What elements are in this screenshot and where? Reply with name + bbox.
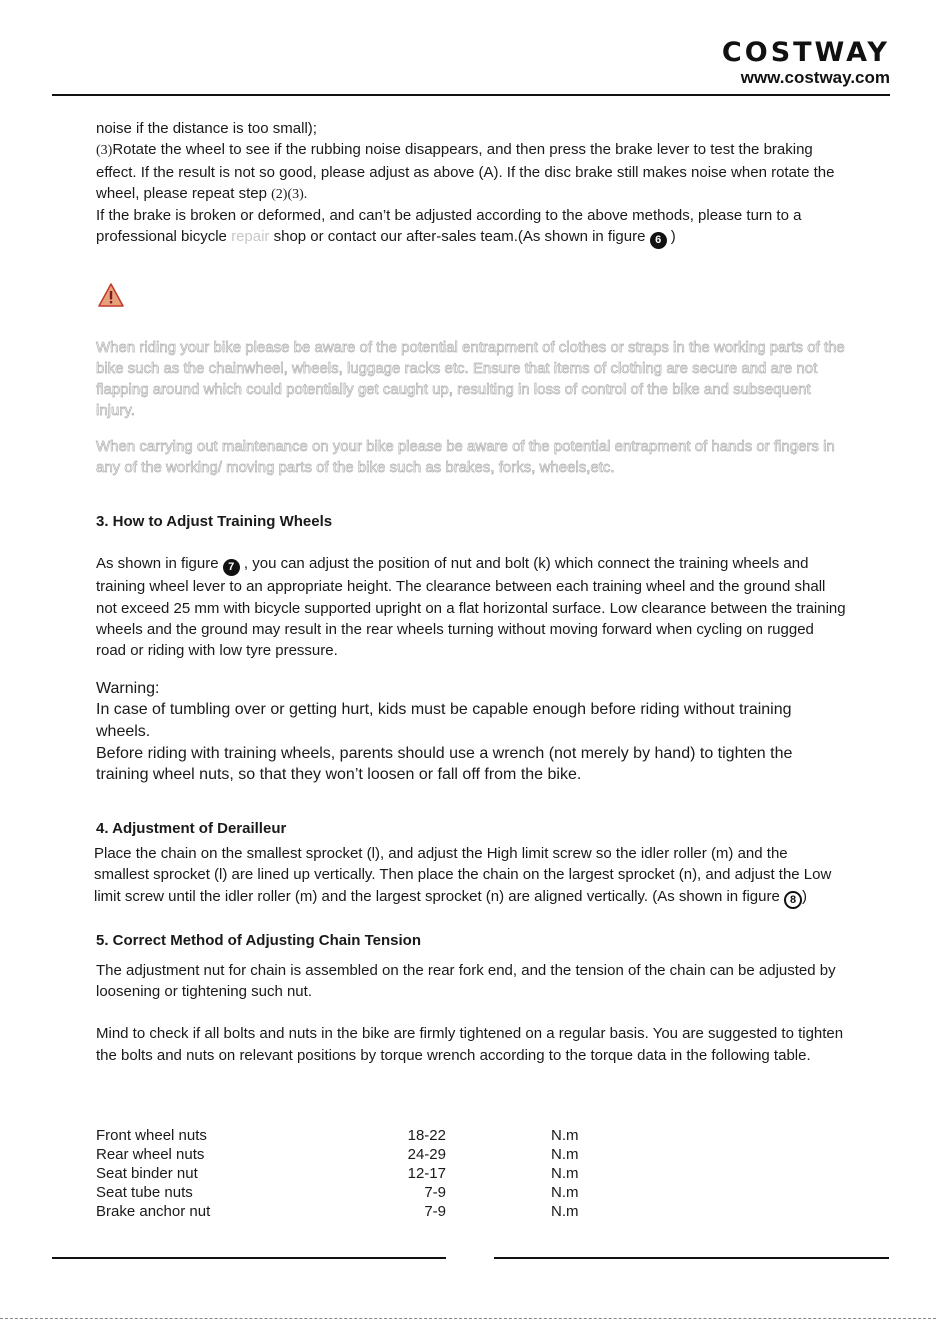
header-rule (52, 94, 890, 96)
broken-text: If the brake is broken or deformed, and can’t be adjusted according to the above methods, please turn to a professional bicycle (96, 207, 802, 246)
table-row (96, 1126, 636, 1145)
torque-item-value: 7-9 (424, 1203, 446, 1220)
figure-8-marker: 8 (784, 891, 802, 909)
torque-item-name: Seat tube nuts (96, 1184, 193, 1201)
torque-item-unit: N.m (551, 1127, 579, 1144)
section-4-text (94, 843, 846, 909)
torque-item-unit: N.m (551, 1184, 579, 1201)
figure-6-marker: 6 (650, 232, 667, 249)
warning-text-2: Before riding with training wheels, parents should use a wrench (not merely by hand) to tighten the training wheel nuts, so that they won’t loosen or fall off from the bike. (96, 744, 793, 784)
warning-triangle-icon (98, 283, 124, 307)
section-4-title: 4. Adjustment of Derailleur (96, 820, 287, 838)
step3-text: Rotate the wheel to see if the rubbing noise disappears, and then press the brake lever to test the braking effect. If the result is not so good, please adjust as above (A). If the disc brake still makes noise when rotate the wheel, please repeat step (96, 141, 835, 202)
intro-step3 (96, 139, 846, 205)
warning-text-1: In case of tumbling over or getting hurt, kids must be capable enough before riding without training wheels. (96, 701, 792, 741)
torque-item-name: Rear wheel nuts (96, 1146, 205, 1163)
page-edge-dashes (0, 1318, 936, 1319)
torque-table (96, 1126, 636, 1221)
footer-rule-right (494, 1257, 889, 1259)
repeat-steps: (2)(3). (271, 186, 308, 202)
page-content (96, 118, 846, 1066)
torque-item-name: Seat binder nut (96, 1165, 198, 1182)
paren-close: ) (802, 887, 807, 905)
torque-item-name: Front wheel nuts (96, 1127, 207, 1144)
torque-item-unit: N.m (551, 1146, 579, 1163)
brand-logo: COSTWAY (721, 37, 890, 68)
torque-item-value: 18-22 (407, 1127, 446, 1144)
section-4-body: Place the chain on the smallest sprocket (l), and adjust the High limit screw so the idler roller (m) and the smallest sprocket (l) are lined up vertically. Then place the chain on the largest sprocket (n), and adjust the Low limit screw until the idler roller (m) and the largest sprocket (n) are aligned vertically. (As shown in figure (94, 845, 832, 905)
warning-paragraph-1: When riding your bike please be aware of the potential entrapment of clothes or straps in the working parts of the bike such as the chainwheel, wheels, luggage racks etc. Ensure that items of clothing are secure and are not flapping around which could potentially get caught up, resulting in loss of control of the bike and subsequent injury. (96, 339, 845, 420)
torque-item-unit: N.m (551, 1203, 579, 1220)
broken-text-post: shop or contact our after-sales team.(As shown in figure (269, 228, 650, 246)
footer-rule-left (52, 1257, 446, 1259)
section-5-para-1: The adjustment nut for chain is assembled on the rear fork end, and the tension of the chain can be adjusted by loosening or tightening such nut. (96, 961, 836, 1001)
brand-header (722, 38, 890, 88)
torque-item-unit: N.m (551, 1165, 579, 1182)
warning-label: Warning: (96, 679, 160, 697)
torque-item-value: 12-17 (407, 1165, 446, 1182)
figure-7-marker: 7 (223, 559, 240, 576)
section-5-para-2: Mind to check if all bolts and nuts in the bike are firmly tightened on a regular basis. You are suggested to tighten the bolts and nuts on relevant positions by torque wrench according to the torque data in the following table. (96, 1025, 844, 1064)
table-row (96, 1164, 636, 1183)
torque-item-value: 7-9 (424, 1184, 446, 1201)
table-row (96, 1183, 636, 1202)
table-row (96, 1202, 636, 1221)
torque-item-name: Brake anchor nut (96, 1203, 211, 1220)
section-3-post: , you can adjust the position of nut and bolt (k) which connect the training wheels and training wheel lever to an appropriate height. The clearance between each training wheel and the ground shall not exceed 25 mm with bicycle supported upright on a flat horizontal surface. Low clearance between the training wheels and the ground may result in the rear wheels turning without moving forward when cycling on rugged road or riding with low tyre pressure. (96, 555, 846, 660)
step-number: (3) (96, 143, 113, 159)
section-3-text (96, 553, 846, 661)
section-5-title: 5. Correct Method of Adjusting Chain Tension (96, 931, 421, 949)
table-row (96, 1145, 636, 1164)
section-3-title: 3. How to Adjust Training Wheels (96, 513, 333, 531)
intro-line: noise if the distance is too small); (96, 120, 317, 137)
brand-url: www.costway.com (740, 68, 890, 87)
paren-close: ) (666, 228, 676, 246)
warning-paragraph-2: When carrying out maintenance on your bike please be aware of the potential entrapment of hands or fingers in any of the working/ moving parts of the bike such as brakes, forks, wheels,etc. (96, 438, 835, 477)
torque-item-value: 24-29 (407, 1146, 446, 1163)
section-3-pre: As shown in figure (96, 555, 223, 573)
intro-broken (96, 205, 846, 249)
faded-word: repair (231, 228, 270, 246)
